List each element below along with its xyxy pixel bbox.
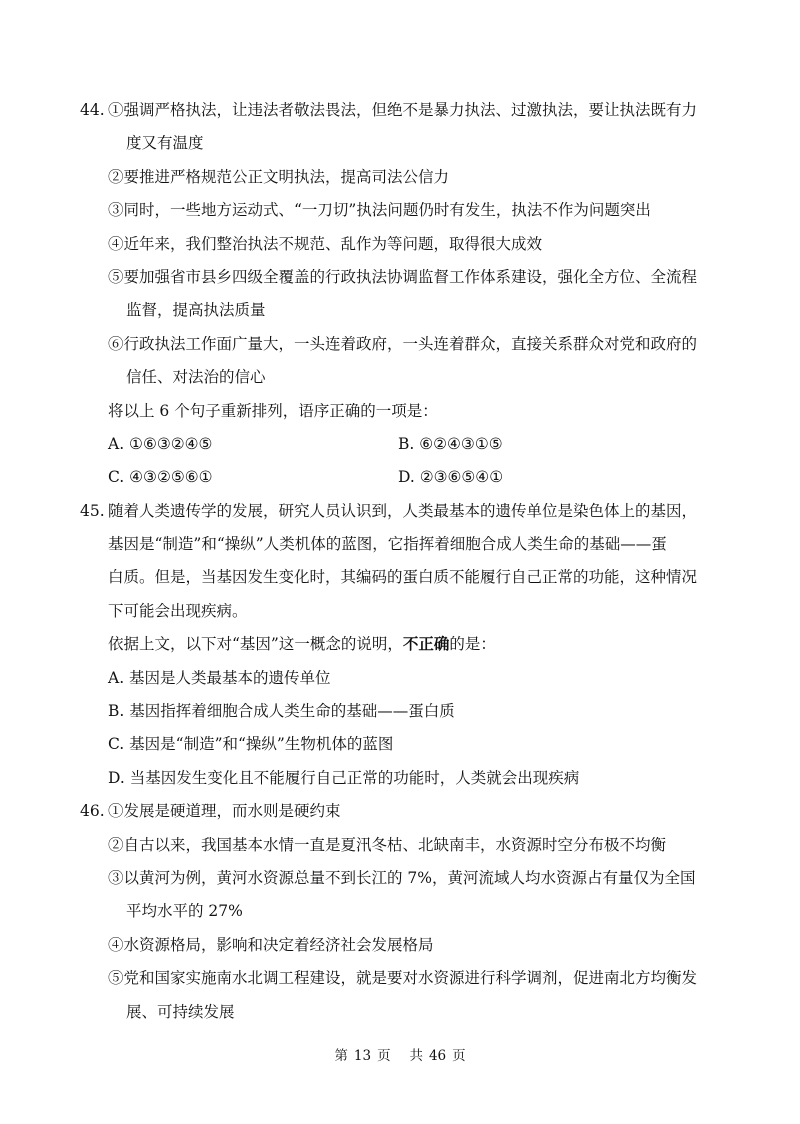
- q46-row-1: [0, 795, 800, 828]
- q46-row-3: [0, 862, 800, 895]
- footer-total-label: 共: [409, 1048, 423, 1064]
- q45-option-a-row: [0, 662, 800, 695]
- q44-option-c[interactable]: C. ④③②⑤⑥①: [108, 468, 213, 487]
- q45-number: 45.: [80, 501, 105, 520]
- q44-row-10: [0, 395, 800, 428]
- q44-row-6: [0, 261, 800, 294]
- q45-row-4: [0, 595, 800, 628]
- q44-sentence-6-cont: 信任、对法治的信心: [126, 368, 266, 387]
- page-footer: [0, 1044, 800, 1064]
- q44-number: 44.: [80, 101, 105, 119]
- footer-page-label: 第: [334, 1048, 348, 1064]
- q46-sentence-3: ③以黄河为例，黄河水资源总量不到长江的 7%，黄河流域人均水资源占有量仅为全国: [108, 868, 696, 887]
- q45-option-c-row: [0, 728, 800, 761]
- q44-row-5: [0, 228, 800, 261]
- q44-option-b[interactable]: B. ⑥②④③①⑤: [398, 434, 503, 453]
- q45-passage-1: 随着人类遗传学的发展，研究人员认识到，人类最基本的遗传单位是染色体上的基因，: [108, 501, 698, 520]
- q45-prompt-before: 依据上文，以下对“基因”这一概念的说明，: [108, 635, 403, 654]
- q44-options-row-2: [0, 461, 800, 494]
- footer-total-number: 46: [428, 1048, 447, 1064]
- q44-sentence-4: ④近年来，我们整治执法不规范、乱作为等问题，取得很大成效: [108, 234, 543, 253]
- q46-row-4: [0, 895, 800, 928]
- q45-passage-3: 白质。但是，当基因发生变化时，其编码的蛋白质不能履行自己正常的功能，这种情况: [108, 568, 698, 587]
- q45-option-b[interactable]: B. 基因指挥着细胞合成人类生命的基础——蛋白质: [108, 702, 455, 721]
- q45-option-a[interactable]: A. 基因是人类最基本的遗传单位: [108, 668, 331, 687]
- q46-sentence-4: ④水资源格局，影响和决定着经济社会发展格局: [108, 935, 434, 954]
- q45-option-d[interactable]: D. 当基因发生变化且不能履行自己正常的功能时，人类就会出现疾病: [108, 768, 580, 787]
- q44-option-d[interactable]: D. ②③⑥⑤④①: [398, 468, 504, 487]
- q46-number: 46.: [80, 802, 105, 821]
- q44-row-8: [0, 328, 800, 361]
- footer-page-number: 13: [353, 1048, 372, 1064]
- footer-page-unit: 页: [377, 1048, 391, 1064]
- q46-row-6: [0, 962, 800, 995]
- q46-row-2: [0, 829, 800, 862]
- q45-passage-2: 基因是“制造”和“操纵”人类机体的蓝图，它指挥着细胞合成人类生命的基础——蛋: [108, 535, 667, 554]
- q44-prompt: 将以上 6 个句子重新排列，语序正确的一项是：: [108, 401, 438, 420]
- q44-row-4: [0, 194, 800, 227]
- q44-row-7: [0, 294, 800, 327]
- q44-sentence-2: ②要推进严格规范公正文明执法，提高司法公信力: [108, 167, 450, 186]
- q44-sentence-5: ⑤要加强省市县乡四级全覆盖的行政执法协调监督工作体系建设，强化全方位、全流程: [108, 267, 698, 286]
- q44-row-1: [0, 94, 800, 127]
- q45-option-c[interactable]: C. 基因是“制造”和“操纵”生物机体的蓝图: [108, 735, 394, 754]
- q44-sentence-1-cont: 度又有温度: [126, 134, 204, 153]
- q44-sentence-1: ①强调严格执法，让违法者敬法畏法，但绝不是暴力执法、过激执法，要让执法既有力: [108, 101, 698, 119]
- q44-sentence-6: ⑥行政执法工作面广量大，一头连着政府，一头连着群众，直接关系群众对党和政府的: [108, 334, 698, 353]
- q45-prompt-bold: 不正确: [402, 635, 450, 654]
- q46-sentence-5-cont: 展、可持续发展: [126, 1002, 235, 1021]
- q46-sentence-3-cont: 平均水平的 27%: [126, 902, 243, 921]
- q44-sentence-5-cont: 监督，提高执法质量: [126, 301, 266, 320]
- q46-sentence-5: ⑤党和国家实施南水北调工程建设，就是要对水资源进行科学调剂，促进南北方均衡发: [108, 969, 698, 988]
- q46-sentence-2: ②自古以来，我国基本水情一直是夏汛冬枯、北缺南丰，水资源时空分布极不均衡: [108, 835, 667, 854]
- q45-row-5: [0, 628, 800, 661]
- q45-option-d-row: [0, 762, 800, 795]
- q44-row-9: [0, 361, 800, 394]
- q44-sentence-3: ③同时，一些地方运动式、“一刀切”执法问题仍时有发生，执法不作为问题突出: [108, 201, 651, 220]
- q46-row-5: [0, 929, 800, 962]
- q45-prompt: [108, 628, 496, 661]
- q44-row-3: [0, 161, 800, 194]
- q44-option-a[interactable]: A. ①⑥③②④⑤: [108, 434, 213, 453]
- q45-row-3: [0, 561, 800, 594]
- q45-prompt-after: 的是：: [449, 635, 496, 654]
- q46-row-7: [0, 996, 800, 1029]
- q45-row-1: [0, 495, 800, 528]
- q45-passage-4: 下可能会出现疾病。: [108, 601, 248, 620]
- q46-sentence-1: ①发展是硬道理，而水则是硬约束: [108, 802, 341, 821]
- q45-row-2: [0, 528, 800, 561]
- q44-row-2: [0, 127, 800, 160]
- footer-total-unit: 页: [452, 1048, 466, 1064]
- q45-option-b-row: [0, 695, 800, 728]
- q44-options-row-1: [0, 428, 800, 461]
- page-content: [0, 94, 800, 1029]
